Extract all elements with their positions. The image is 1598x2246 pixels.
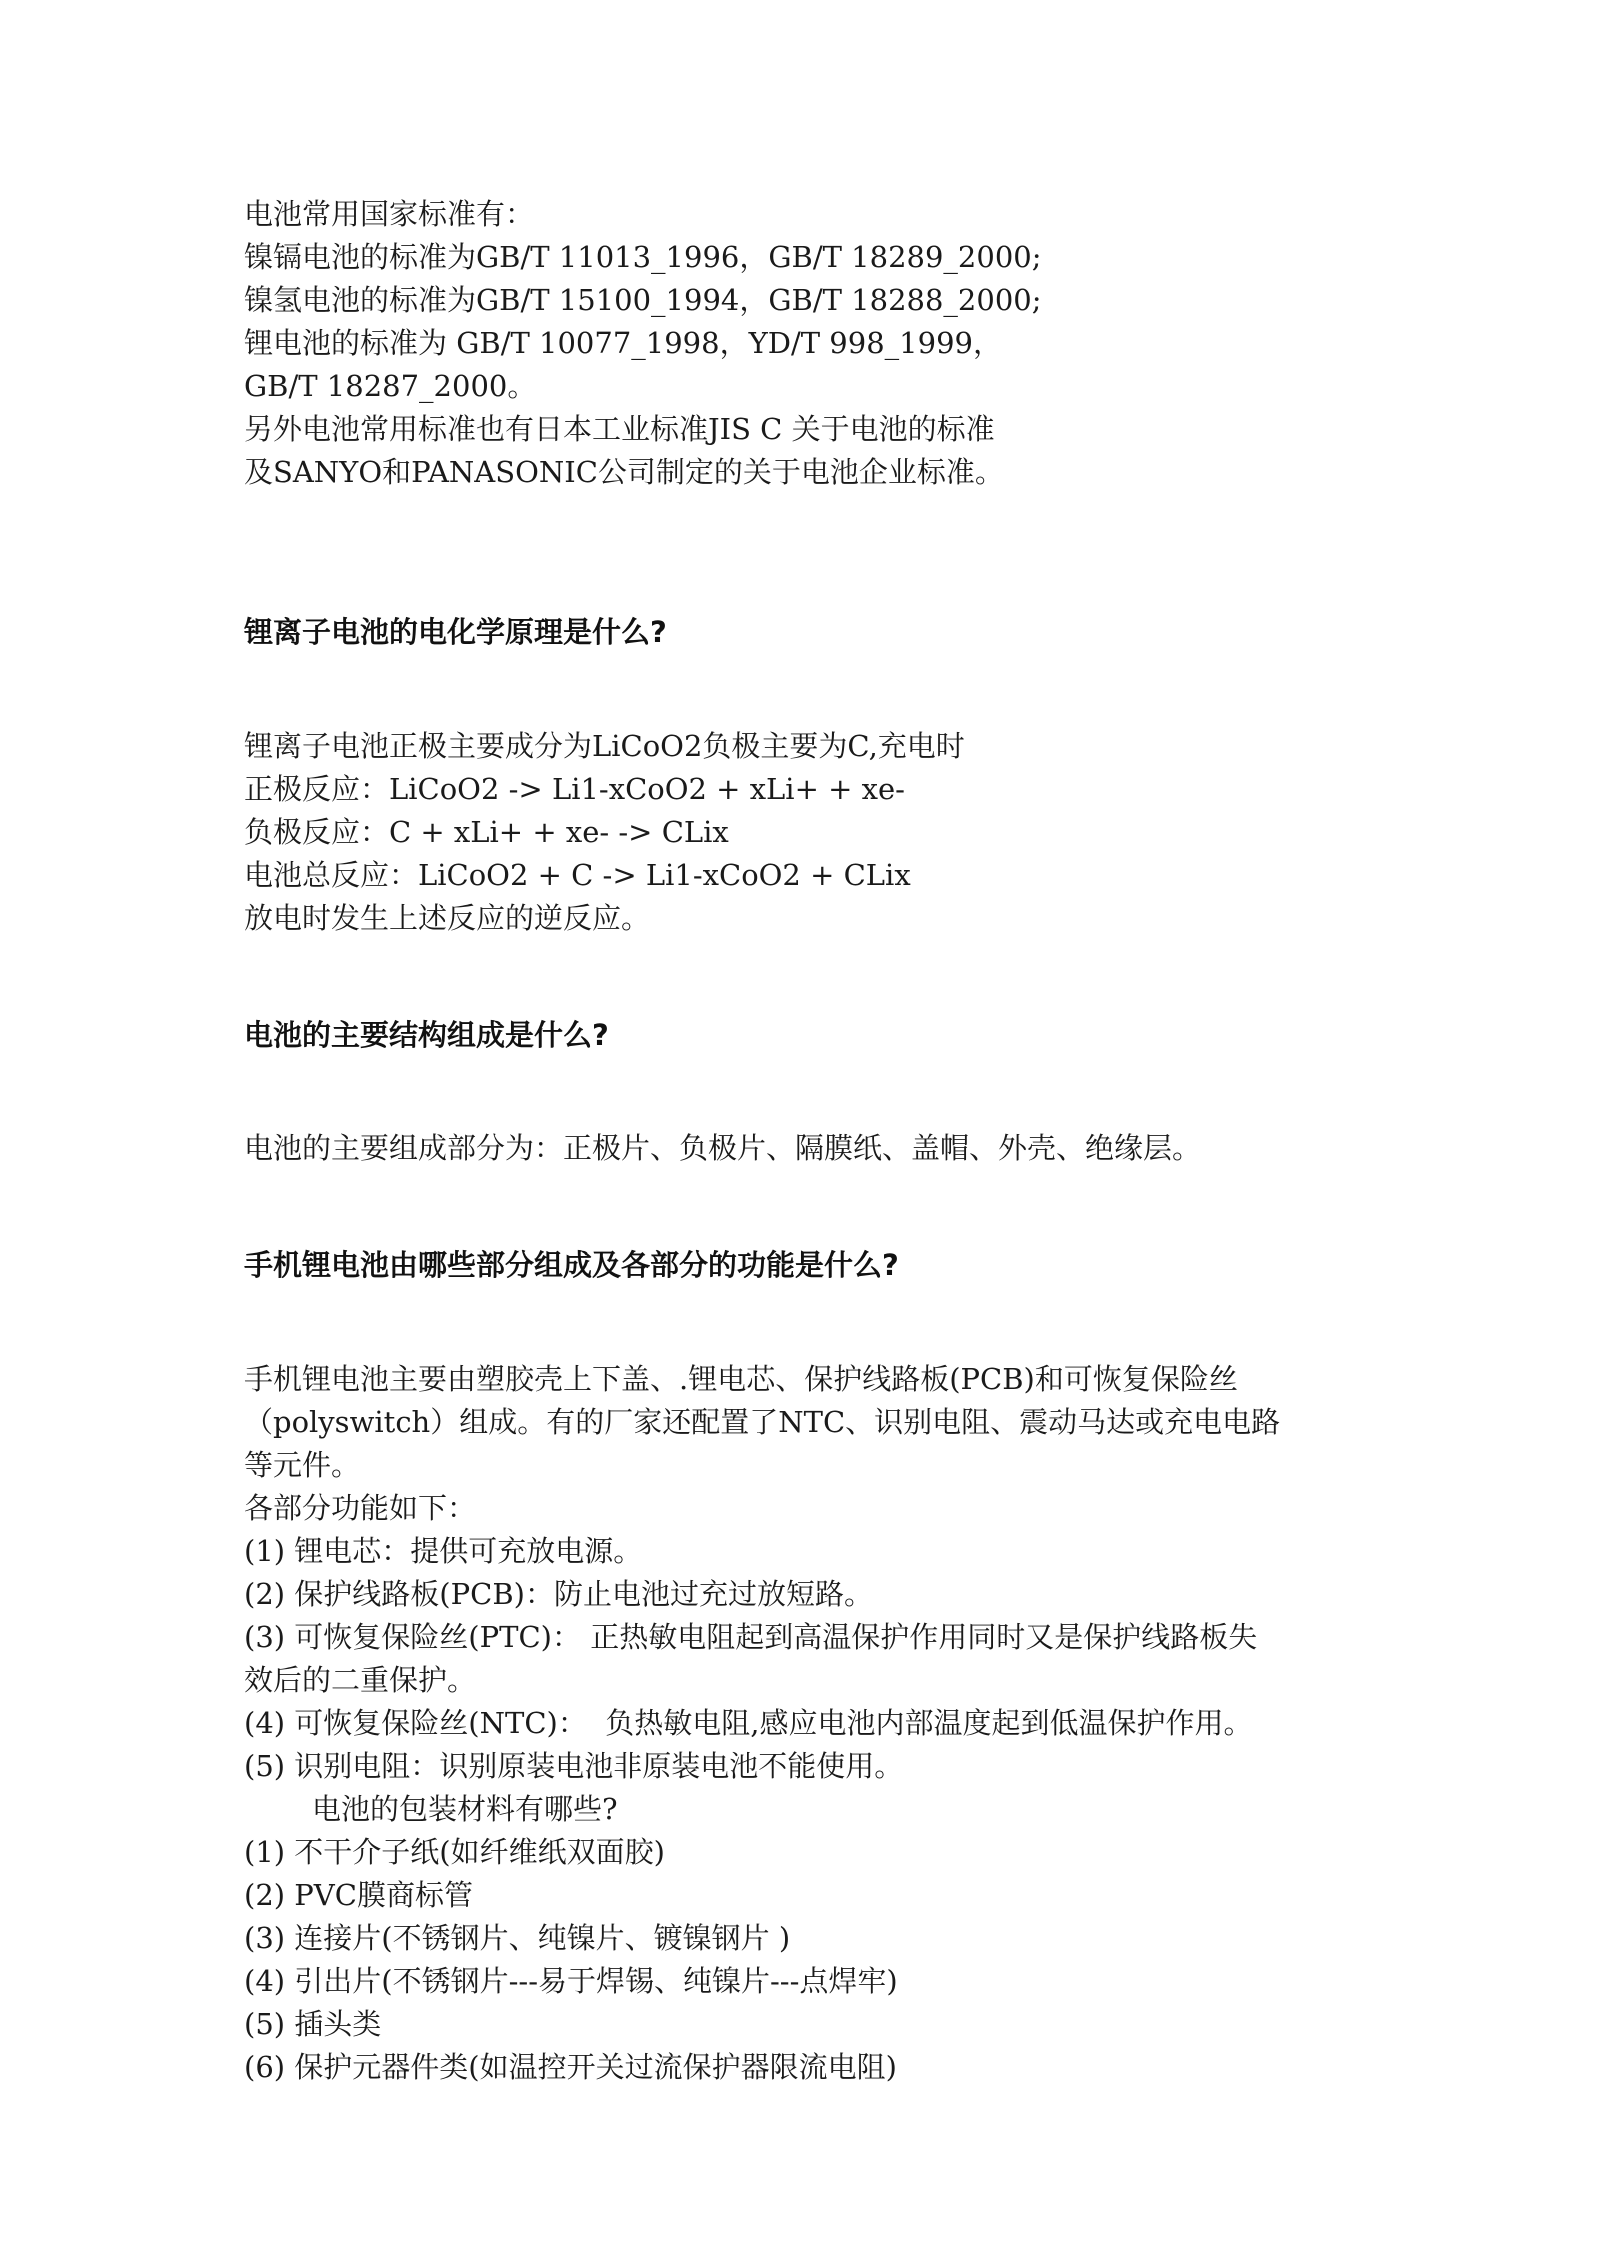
packaging-item4: (4) 引出片(不锈钢片---易于焊锡、纯镍片---点焊牢) <box>244 1964 898 1998</box>
packaging-item1: (1) 不干介子纸(如纤维纸双面胶) <box>244 1835 665 1869</box>
structure-line1: 电池的主要组成部分为：正极片、负极片、隔膜纸、盖帽、外壳、绝缘层。 <box>244 1131 1202 1165</box>
phone-battery-item3-line1: (3) 可恢复保险丝(PTC)： 正热敏电阻起到高温保护作用同时又是保护线路板失 <box>244 1620 1258 1654</box>
principle-line2: 正极反应：LiCoO2 -> Li1-xCoO2 + xLi+ + xe- <box>244 772 905 806</box>
phone-battery-line4: 各部分功能如下： <box>244 1491 477 1525</box>
phone-battery-item3-line2: 效后的二重保护。 <box>244 1663 477 1697</box>
packaging-item3: (3) 连接片(不锈钢片、纯镍片、镀镍钢片 ) <box>244 1921 791 1955</box>
packaging-item2: (2) PVC膜商标管 <box>244 1878 473 1912</box>
standards-other-line2: 及SANYO和PANASONIC公司制定的关于电池企业标准。 <box>244 455 1004 489</box>
packaging-item5: (5) 插头类 <box>244 2007 382 2041</box>
packaging-heading: 电池的包装材料有哪些? <box>312 1792 618 1826</box>
standards-other-line1: 另外电池常用标准也有日本工业标准JIS C 关于电池的标准 <box>244 412 995 446</box>
phone-battery-heading: 手机锂电池由哪些部分组成及各部分的功能是什么? <box>244 1248 899 1282</box>
phone-battery-item1: (1) 锂电芯：提供可充放电源。 <box>244 1534 643 1568</box>
principle-line1: 锂离子电池正极主要成分为LiCoO2负极主要为C,充电时 <box>244 729 965 763</box>
phone-battery-line1: 手机锂电池主要由塑胶壳上下盖、.锂电芯、保护线路板(PCB)和可恢复保险丝 <box>244 1362 1238 1396</box>
packaging-item6: (6) 保护元器件类(如温控开关过流保护器限流电阻) <box>244 2050 897 2084</box>
phone-battery-item2: (2) 保护线路板(PCB)：防止电池过充过放短路。 <box>244 1577 873 1611</box>
principle-line3: 负极反应：C + xLi+ + xe- -> CLix <box>244 815 729 849</box>
standards-intro: 电池常用国家标准有： <box>244 197 535 231</box>
standards-nicd: 镍镉电池的标准为GB/T 11013_1996，GB/T 18289_2000; <box>244 240 1042 274</box>
phone-battery-item4: (4) 可恢复保险丝(NTC)： 负热敏电阻,感应电池内部温度起到低温保护作用。 <box>244 1706 1253 1740</box>
phone-battery-line2: （polyswitch）组成。有的厂家还配置了NTC、识别电阻、震动马达或充电电路 <box>244 1405 1281 1439</box>
phone-battery-line3: 等元件。 <box>244 1448 361 1482</box>
structure-heading: 电池的主要结构组成是什么? <box>244 1018 609 1052</box>
standards-nimh: 镍氢电池的标准为GB/T 15100_1994，GB/T 18288_2000; <box>244 283 1042 317</box>
principle-line4: 电池总反应：LiCoO2 + C -> Li1-xCoO2 + CLix <box>244 858 911 892</box>
standards-li-line2: GB/T 18287_2000。 <box>244 369 537 403</box>
standards-li-line1: 锂电池的标准为 GB/T 10077_1998，YD/T 998_1999， <box>244 326 1002 360</box>
principle-heading: 锂离子电池的电化学原理是什么? <box>244 615 667 649</box>
principle-line5: 放电时发生上述反应的逆反应。 <box>244 901 651 935</box>
phone-battery-item5: (5) 识别电阻：识别原装电池非原装电池不能使用。 <box>244 1749 904 1783</box>
